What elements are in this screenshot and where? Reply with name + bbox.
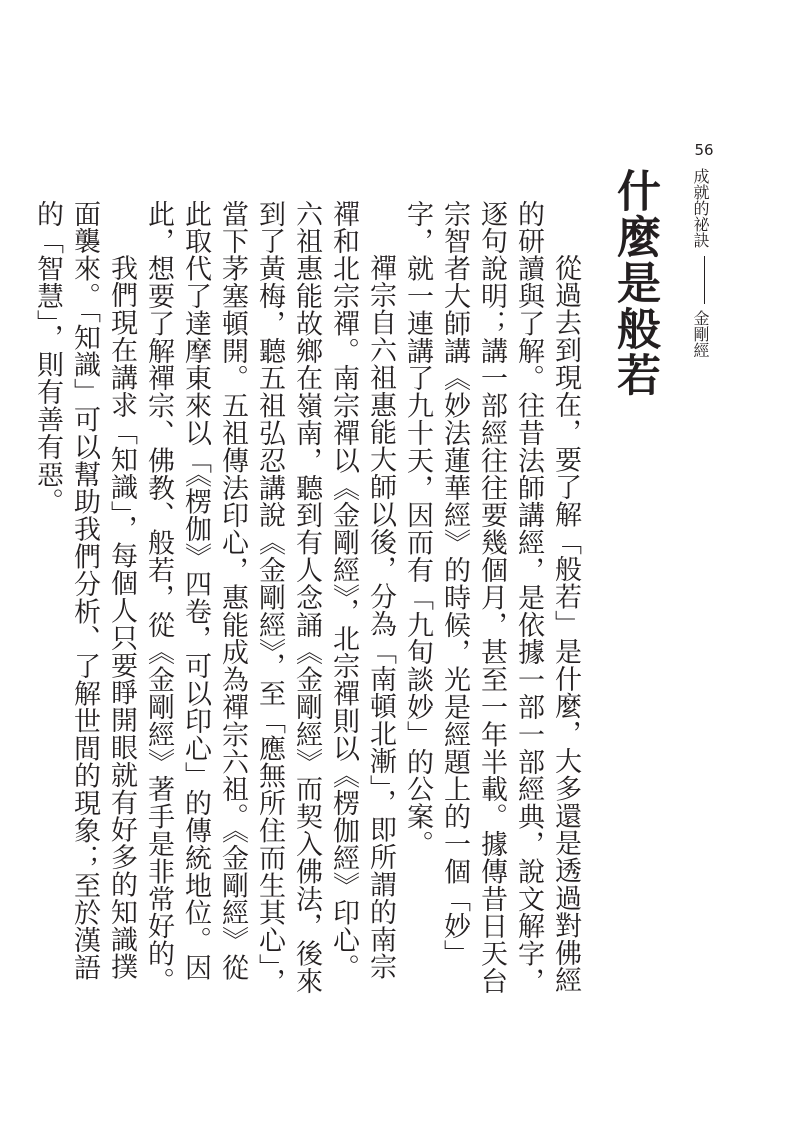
paragraph: 從過去到現在，要了解「般若」是什麼，大多還是透過對佛經的研讀與了解。往昔法師講經，是依據一部一部經典，說文解字，逐句說明；講一部經往往要幾個月，甚至一年半載。據傳昔日天台宗智者大師講《妙法蓮華經》的時候，光是經題上的一個「妙」字，就一連講了九十天，因而有「九旬談妙」的公案。	[402, 200, 581, 995]
chapter-title: 什麼是般若	[609, 168, 660, 398]
page-number: 56	[694, 141, 714, 159]
paragraph: 禪宗自六祖惠能大師以後，分為「南頓北漸」，即所謂的南宗禪和北宗禪。南宗禪以《金剛經》，北宗禪則以《楞伽經》印心。六祖惠能故鄉在嶺南，聽到有人念誦《金剛經》而契入佛法，後來到了黃梅，聽五祖弘忍講說《金剛經》，至「應無所住而生其心」，當下茅塞頓開。五祖傳法印心，惠能成為禪宗六祖。《金剛經》從此取代了達摩東來以「《楞伽》四卷，可以印心」的傳統地位。因此，想要了解禪宗、佛教、般若，從《金剛經》著手是非常好的。	[143, 200, 396, 995]
section-name: 金剛經	[691, 310, 710, 358]
body-text	[32, 200, 584, 1006]
running-head	[688, 168, 712, 388]
header-separator	[704, 256, 705, 304]
book-title: 成就的祕訣	[691, 168, 710, 248]
paragraph: 我們現在講求「知識」，每個人只要睜開眼就有好多的知識撲面襲來。「知識」可以幫助我們分析、了解世間的現象；至於漢語的「智慧」，則有善有惡。	[32, 200, 137, 982]
